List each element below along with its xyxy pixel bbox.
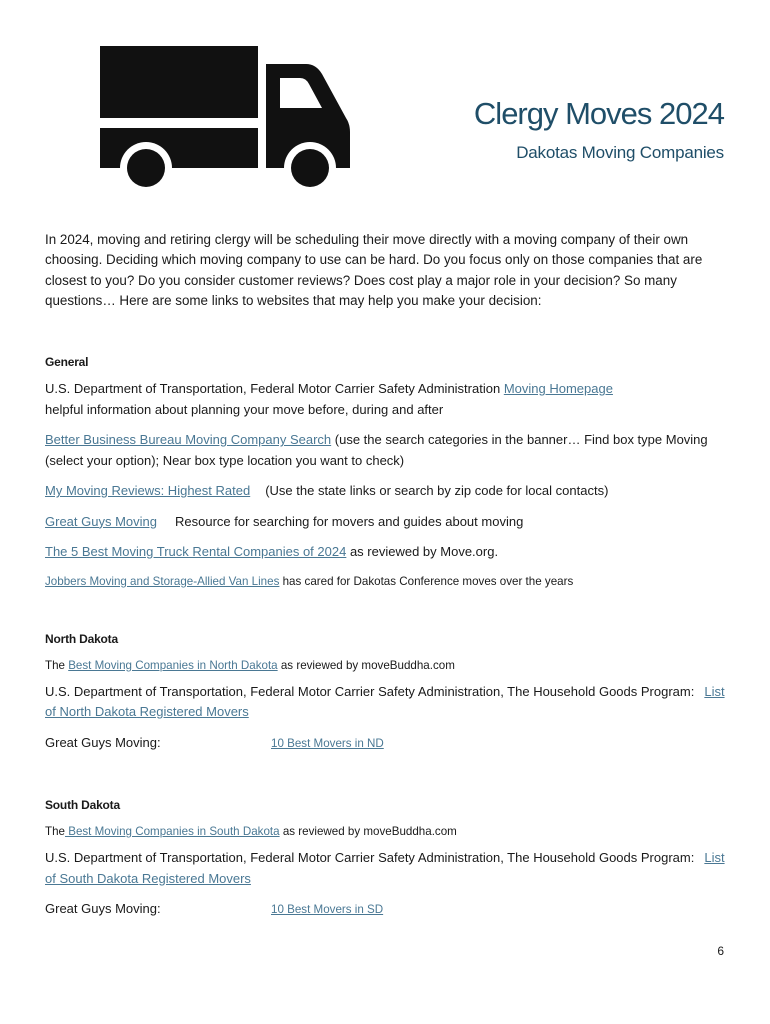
moving-homepage-link[interactable]: Moving Homepage xyxy=(503,381,613,397)
moving-truck-icon xyxy=(100,46,350,192)
entry-sd-dot xyxy=(45,848,735,889)
entry-text: helpful information about planning your move before, during and after xyxy=(45,401,444,417)
my-moving-reviews-link[interactable]: My Moving Reviews: Highest Rated xyxy=(45,483,251,499)
great-guys-moving-link[interactable]: Great Guys Moving xyxy=(45,513,157,529)
page-title: Clergy Moves 2024 xyxy=(473,96,724,131)
jobbers-link[interactable]: Jobbers Moving and Storage-Allied Van Lines xyxy=(45,574,280,588)
entry-text: as reviewed by Move.org. xyxy=(346,544,499,560)
nd-registered-movers-link[interactable]: List of North Dakota Registered Movers xyxy=(45,683,725,720)
entry-text: U.S. Department of Transportation, Federal Motor Carrier Safety Administration xyxy=(45,381,504,397)
intro-paragraph: In 2024, moving and retiring clergy will be scheduling their move directly with a moving company of their own choosing. Deciding which moving company to use can be hard. Do you focus only on those companies that are closest to you? Do you consider customer reviews? Does cost play a major role in your decision? So many questions… Here are some links to websites that may help you make your decision: xyxy=(45,232,703,308)
sd-registered-movers-link[interactable]: List of South Dakota Registered Movers xyxy=(45,850,725,886)
entry-text: The xyxy=(45,658,69,672)
nd-best-movers-link[interactable]: 10 Best Movers in ND xyxy=(271,736,384,750)
entry-nd-dot xyxy=(45,682,735,723)
entry-sd-ggm xyxy=(45,899,735,921)
entry-label: Great Guys Moving: xyxy=(45,734,161,750)
entry-nd-ggm xyxy=(45,733,735,755)
bbb-search-link[interactable]: Better Business Bureau Moving Company Search xyxy=(45,432,332,448)
entry-text: as reviewed by moveBuddha.com xyxy=(277,658,455,672)
entry-label: Great Guys Moving: xyxy=(45,901,161,917)
entry-text: The xyxy=(45,825,65,839)
entry-ggm xyxy=(45,512,735,533)
entry-sd-best xyxy=(45,824,735,840)
entry-text: (Use the state links or search by zip code for local contacts) xyxy=(265,483,609,499)
entry-text: (use the search categories in the banner… Find box type Moving (select your option); Near box type location you want to check) xyxy=(45,432,708,468)
entry-text: has cared for Dakotas Conference moves over the years xyxy=(279,574,574,588)
document-body xyxy=(45,230,735,921)
page-number: 6 xyxy=(717,944,724,958)
entry-text: U.S. Department of Transportation, Federal Motor Carrier Safety Administration, The Household Goods Program: xyxy=(45,683,695,699)
sd-best-companies-link[interactable]: Best Moving Companies in South Dakota xyxy=(64,825,280,839)
entry-mmr xyxy=(45,481,735,502)
truck-rental-link[interactable]: The 5 Best Moving Truck Rental Companies of 2024 xyxy=(45,544,347,560)
section-heading-north-dakota: North Dakota xyxy=(45,631,118,646)
nd-best-companies-link[interactable]: Best Moving Companies in North Dakota xyxy=(68,658,278,672)
section-heading-south-dakota: South Dakota xyxy=(45,798,120,813)
entry-text: as reviewed by moveBuddha.com xyxy=(279,825,457,839)
entry-jobbers xyxy=(45,574,735,590)
entry-truck-rental xyxy=(45,542,735,563)
page-subtitle: Dakotas Moving Companies xyxy=(516,143,724,162)
entry-text: Resource for searching for movers and guides about moving xyxy=(175,513,524,529)
section-heading-general: General xyxy=(45,355,89,370)
entry-dot-general xyxy=(45,379,735,420)
entry-bbb xyxy=(45,430,735,471)
sd-best-movers-link[interactable]: 10 Best Movers in SD xyxy=(271,903,384,917)
entry-text: U.S. Department of Transportation, Federal Motor Carrier Safety Administration, The Household Goods Program: xyxy=(45,850,695,866)
entry-nd-best xyxy=(45,658,735,674)
